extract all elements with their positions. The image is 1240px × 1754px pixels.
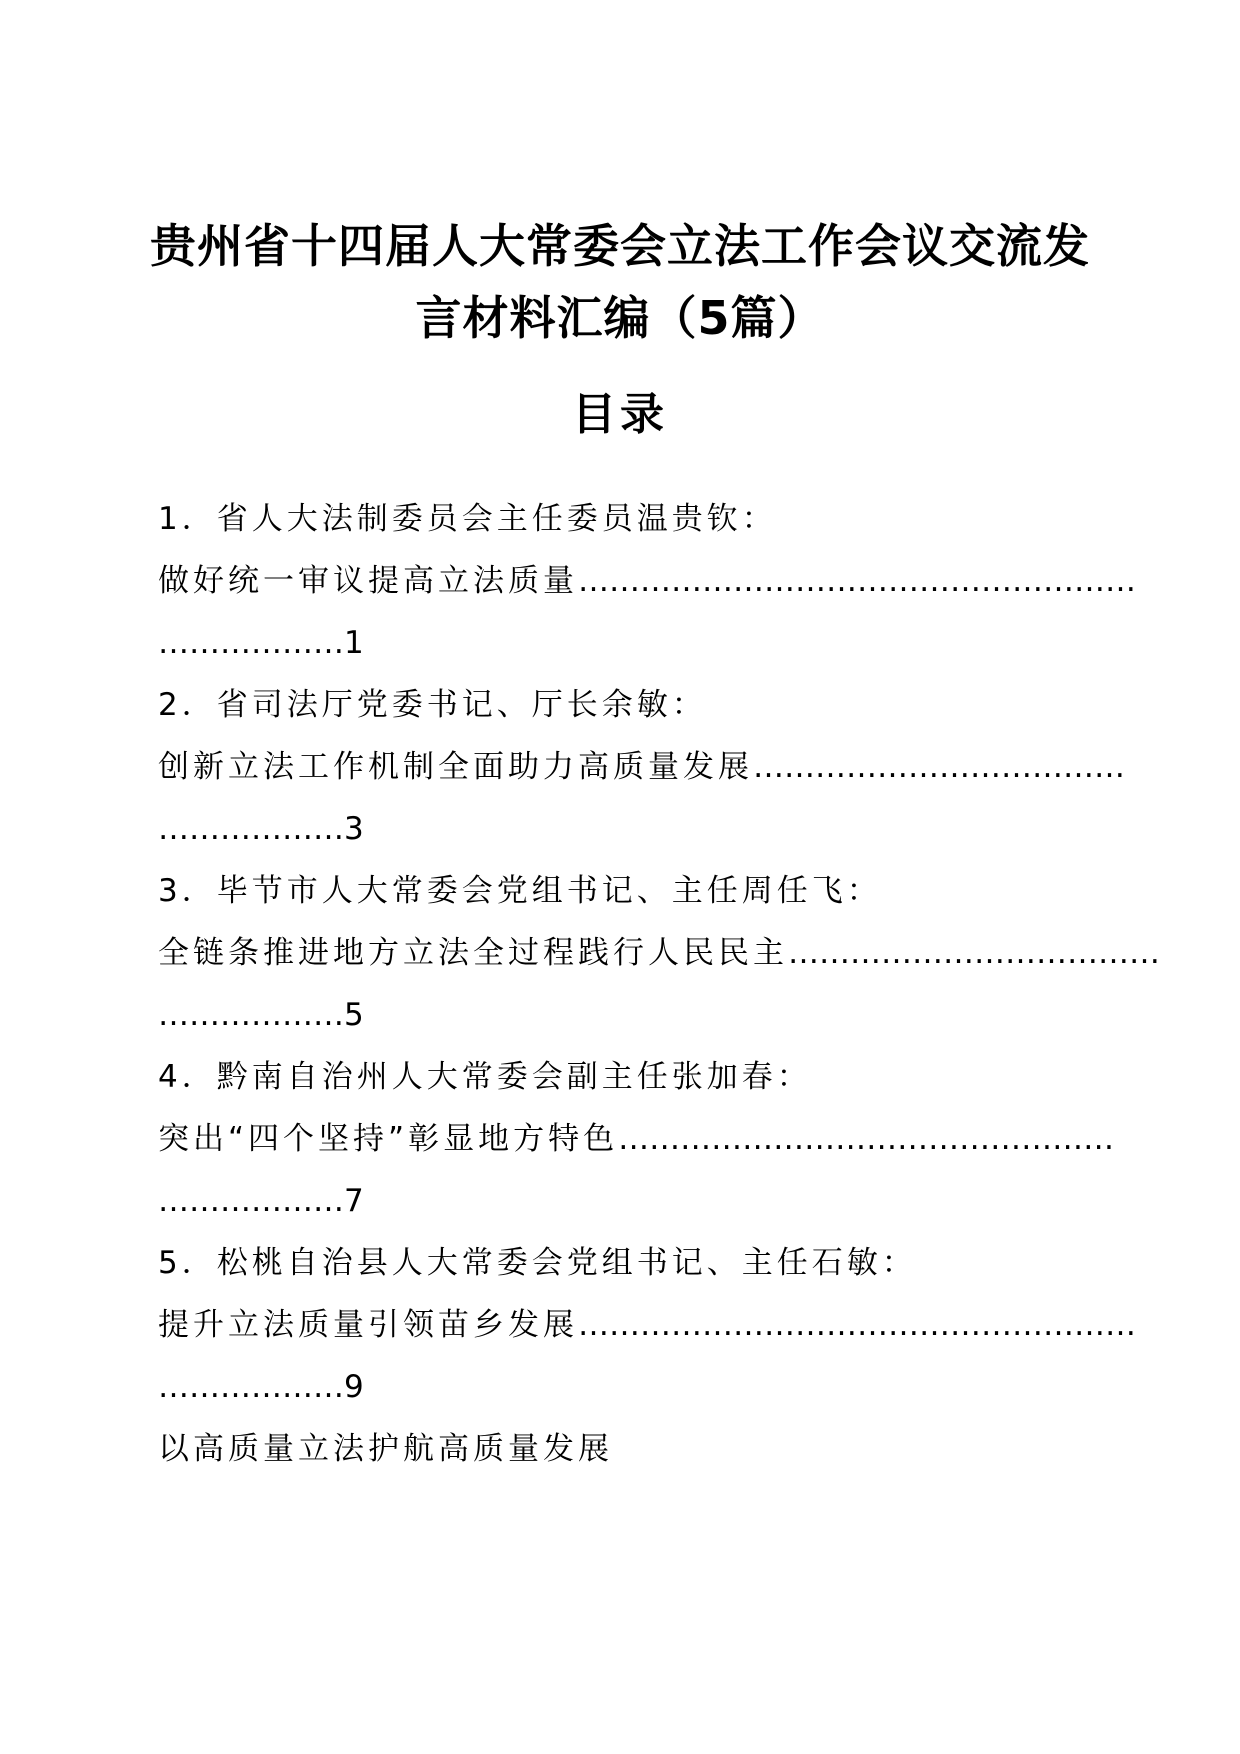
toc-page-number: 3: [344, 811, 368, 847]
toc-entry-page-line: [158, 1170, 1078, 1232]
toc-entry-speaker: 2．省司法厅党委书记、厅长余敏：: [158, 687, 707, 723]
toc-leader-dots: ………………: [158, 811, 344, 847]
toc-entry-topic-line: [158, 736, 1125, 798]
toc-entry-speaker: 5．松桃自治县人大常委会党组书记、主任石敏：: [158, 1245, 917, 1281]
toc-entry-speaker: 3．毕节市人大常委会党组书记、主任周任飞：: [158, 873, 882, 909]
toc-page-number: 1: [344, 625, 368, 661]
toc-entry-1[interactable]: [158, 488, 1136, 674]
document-title: [150, 210, 1090, 354]
toc-entry-topic: 做好统一审议提高立法质量: [158, 563, 578, 599]
toc-leader-dots: ………………: [158, 997, 344, 1033]
toc-entry-speaker: 4．黔南自治州人大常委会副主任张加春：: [158, 1059, 812, 1095]
toc-entry-topic-line: [158, 1108, 1115, 1170]
toc-heading: 目录: [572, 389, 668, 440]
document-title-line-1: 贵州省十四届人大常委会立法工作会议交流发: [150, 219, 1090, 273]
toc-page-number: 7: [344, 1183, 368, 1219]
toc-leader-dots: ………………………………: [788, 935, 1160, 971]
toc-entry-4[interactable]: [158, 1046, 1115, 1232]
toc-page-number: 9: [344, 1369, 368, 1405]
toc-leader-dots: ………………: [158, 1183, 344, 1219]
toc-entry-page-line: [158, 798, 1078, 860]
toc-leader-dots: ………………: [158, 1369, 344, 1405]
table-of-contents: [158, 488, 1160, 1480]
toc-entry-5[interactable]: [158, 1232, 1136, 1418]
toc-leader-dots: ………………………………………………: [578, 1307, 1136, 1343]
toc-entry-2[interactable]: [158, 674, 1125, 860]
toc-entry-topic-line: [158, 922, 1160, 984]
toc-trailing-line: 以高质量立法护航高质量发展: [158, 1431, 613, 1467]
toc-entry-3[interactable]: [158, 860, 1160, 1046]
toc-leader-dots: …………………………………………: [618, 1121, 1115, 1157]
toc-entry-topic: 提升立法质量引领苗乡发展: [158, 1307, 578, 1343]
toc-leader-dots: ………………………………: [753, 749, 1125, 785]
toc-entry-topic: 全链条推进地方立法全过程践行人民民主: [158, 935, 788, 971]
toc-entry-topic-line: [158, 1294, 1136, 1356]
toc-entry-page-line: [158, 1356, 1078, 1418]
toc-entry-topic: 突出“四个坚持”彰显地方特色: [158, 1121, 619, 1157]
toc-entry-topic: 创新立法工作机制全面助力高质量发展: [158, 749, 753, 785]
toc-entry-topic-line: [158, 550, 1136, 612]
toc-entry-page-line: [158, 612, 1078, 674]
toc-leader-dots: ………………………………………………: [578, 563, 1136, 599]
toc-entry-speaker: 1．省人大法制委员会主任委员温贵钦：: [158, 501, 777, 537]
toc-entry-page-line: [158, 984, 1078, 1046]
toc-page-number: 5: [344, 997, 368, 1033]
document-title-line-2: 言材料汇编（5篇）: [415, 291, 825, 345]
toc-leader-dots: ………………: [158, 625, 344, 661]
